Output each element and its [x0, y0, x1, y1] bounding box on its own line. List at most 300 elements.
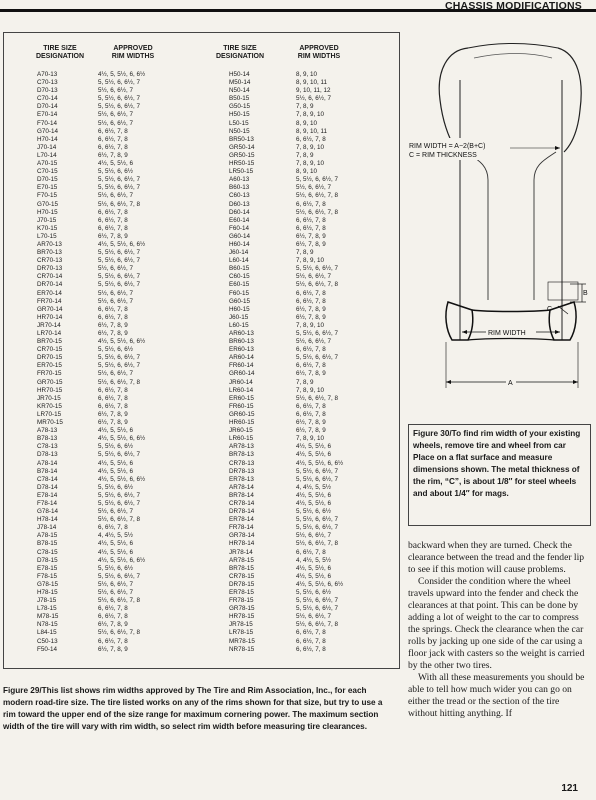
- tire-size-cell: J60-14: [229, 249, 249, 257]
- rim-width-cell: 5, 5½, 6, 6½, 7: [98, 184, 141, 192]
- rim-width-cell: 6½, 7, 8, 9: [98, 151, 128, 159]
- body-paragraph-3: With all these measurements you should be able to tell how much wider you can go on either the tread or the section of the tire without hitting anything. If: [408, 672, 585, 719]
- table-row: [200, 201, 400, 209]
- tire-size-cell: B50-15: [229, 95, 250, 103]
- table-row: [200, 330, 400, 338]
- tire-size-cell: AR60-14: [229, 354, 254, 362]
- rim-width-cell: 5½, 6, 6½, 7, 8: [296, 208, 339, 216]
- tire-size-cell: C70-13: [37, 79, 58, 87]
- table-row: [0, 152, 200, 160]
- rim-width-cell: 6, 6½, 7, 8: [296, 637, 326, 645]
- tire-size-cell: E60-15: [229, 281, 250, 289]
- tire-size-cell: A78-14: [37, 459, 58, 467]
- tire-size-cell: N50-14: [229, 87, 250, 95]
- tire-size-cell: GR60-14: [229, 370, 255, 378]
- rim-width-cell: 5½, 6, 6½, 7: [98, 589, 134, 596]
- tire-size-cell: BR78-15: [229, 564, 254, 572]
- tire-size-cell: L78-15: [37, 605, 57, 613]
- rim-width-cell: 4½, 5, 5½, 6: [296, 491, 332, 499]
- tire-size-cell: HR70-15: [37, 386, 63, 394]
- table-row: [0, 79, 200, 87]
- diagram-c-definition: C = RIM THICKNESS: [409, 152, 477, 159]
- table-row: [0, 597, 200, 605]
- tire-size-cell: GR70-14: [37, 305, 63, 313]
- table-row: [200, 419, 400, 427]
- table-row: [200, 387, 400, 395]
- tire-size-cell: J60-15: [229, 313, 249, 321]
- tire-size-cell: BR70-13: [37, 249, 62, 257]
- rim-width-cell: 4½, 5, 5½, 6: [296, 564, 332, 572]
- tire-size-cell: G60-14: [229, 232, 251, 240]
- rim-width-cell: 5, 5½, 6, 6½: [98, 564, 134, 572]
- tire-size-cell: M78-15: [37, 613, 59, 621]
- rim-width-cell: 5½, 6, 6½, 7, 8: [98, 200, 141, 208]
- table-row: [200, 395, 400, 403]
- tire-size-cell: HR78-15: [229, 613, 255, 621]
- table-row: [200, 217, 400, 225]
- rim-width-cell: 6, 6½, 7, 8: [296, 135, 326, 143]
- table-row: [0, 314, 200, 322]
- table-row: [200, 427, 400, 435]
- rim-width-cell: 4, 4½, 5, 5½: [296, 556, 332, 564]
- rim-width-cell: 5½, 6, 6½, 7: [98, 111, 134, 119]
- rim-width-cell: 7, 8, 9: [296, 151, 314, 159]
- tire-size-cell: A70-13: [37, 71, 58, 78]
- table-row: [200, 233, 400, 241]
- tire-size-cell: FR78-14: [229, 524, 254, 532]
- tire-size-cell: H78-14: [37, 516, 58, 524]
- tire-size-cell: B60-13: [229, 184, 250, 192]
- rim-width-cell: 5, 5½, 6, 6½, 7: [98, 95, 141, 103]
- rim-width-cell: 5½, 6, 6½, 7: [296, 613, 332, 621]
- tire-size-cell: DR70-15: [37, 354, 63, 362]
- rim-width-cell: 5½, 6, 6½, 7: [296, 184, 332, 192]
- rim-width-cell: 5, 5½, 6, 6½, 7: [296, 354, 339, 362]
- rim-width-cell: 8, 9, 10: [296, 71, 318, 78]
- tire-size-cell: JR60-15: [229, 427, 253, 435]
- tire-size-cell: C70-15: [37, 168, 58, 176]
- rim-width-cell: 6, 6½, 7, 8: [98, 224, 128, 232]
- tire-size-cell: L70-15: [37, 232, 57, 240]
- rim-width-cell: 7, 8, 9, 10: [296, 257, 325, 265]
- rim-width-cell: 5, 5½, 6, 6½, 7: [98, 249, 141, 257]
- rim-width-cell: 4½, 5, 5½, 6, 6½: [98, 240, 146, 248]
- rim-width-cell: 6½, 7, 8, 9: [296, 305, 326, 313]
- table-row: [0, 370, 200, 378]
- tire-size-cell: DR78-14: [229, 508, 255, 516]
- tire-size-cell: D70-14: [37, 103, 58, 111]
- rim-width-cell: 6½, 7, 8, 9: [98, 645, 128, 653]
- tire-size-cell: E70-14: [37, 111, 58, 119]
- rim-width-cell: 6½, 7, 8, 9: [296, 419, 326, 427]
- table-row: [0, 217, 200, 225]
- tire-size-cell: B78-15: [37, 540, 58, 548]
- tire-size-cell: FR70-15: [37, 370, 62, 378]
- table-row: [200, 120, 400, 128]
- rim-width-cell: 5, 5½, 6, 6½, 7: [98, 451, 141, 459]
- table-right-column: [200, 71, 400, 654]
- table-row: [0, 136, 200, 144]
- table-row: [200, 306, 400, 314]
- rim-width-cell: 5, 5½, 6, 6½, 7: [296, 467, 339, 475]
- tire-size-cell: BR60-13: [229, 338, 254, 346]
- tire-size-cell: N50-15: [229, 127, 250, 135]
- table-row: [200, 209, 400, 217]
- rim-width-cell: 5½, 6, 6½, 7: [98, 192, 134, 200]
- tire-size-cell: LR50-15: [229, 168, 254, 176]
- table-row: [0, 411, 200, 419]
- tire-size-cell: AR60-13: [229, 330, 254, 337]
- tire-size-cell: CR70-15: [37, 346, 63, 354]
- table-row: [0, 476, 200, 484]
- rim-width-cell: 9, 10, 11, 12: [296, 87, 331, 95]
- rim-width-cell: 6, 6½, 7, 8: [296, 297, 326, 305]
- tire-size-cell: DR70-14: [37, 281, 63, 289]
- tire-size-cell: HR78-14: [229, 540, 255, 548]
- table-row: [0, 540, 200, 548]
- tire-size-cell: G70-15: [37, 200, 59, 208]
- rim-width-cell: 4½, 5, 5½, 6: [296, 572, 332, 580]
- rim-width-cell: 7, 8, 9, 10: [296, 111, 325, 119]
- tire-size-cell: J70-14: [37, 143, 57, 151]
- tire-size-cell: F78-15: [37, 572, 57, 580]
- rim-width-cell: 4, 4½, 5, 5½: [296, 483, 332, 491]
- tire-size-cell: E60-14: [229, 216, 250, 224]
- table-row: [200, 241, 400, 249]
- rim-width-cell: 4½, 5, 5½, 6: [296, 451, 332, 459]
- rim-width-cell: 7, 8, 9, 10: [296, 321, 325, 329]
- table-row: [0, 168, 200, 176]
- rim-width-cell: 5, 5½, 6, 6½, 7: [296, 524, 339, 532]
- tire-size-cell: ER70-15: [37, 362, 62, 370]
- rim-width-cell: 5½, 6, 6½, 7: [98, 370, 134, 378]
- table-row: [0, 306, 200, 314]
- table-row: [200, 565, 400, 573]
- tire-size-cell: A78-13: [37, 427, 58, 435]
- figure-29-caption: Figure 29/This list shows rim widths approved by The Tire and Rim Association, Inc., for each modern road-tire size. The tire listed works on any of the rims shown for that size, but try to use a rim toward the upper end of the size range for maximum cornering power. The maximum section width of the tire will vary with rim width, so select rim width before measuring tire clearances.: [3, 686, 383, 731]
- tire-size-cell: N78-15: [37, 621, 58, 629]
- table-row: [0, 451, 200, 459]
- rim-width-cell: 6, 6½, 7, 8: [98, 524, 128, 532]
- table-left-column: [0, 71, 200, 654]
- tire-size-cell: NR78-15: [229, 645, 255, 653]
- tire-size-cell: M50-14: [229, 79, 251, 87]
- rim-width-cell: 5½, 6, 6½, 7: [98, 297, 134, 305]
- table-row: [200, 314, 400, 322]
- rim-width-cell: 5, 5½, 6, 6½, 7: [98, 176, 141, 184]
- rim-width-cell: 5, 5½, 6, 6½, 7: [98, 257, 141, 265]
- tire-size-cell: K70-15: [37, 224, 58, 232]
- table-row: [200, 557, 400, 565]
- tire-size-cell: F70-15: [37, 192, 57, 200]
- tire-size-cell: J78-14: [37, 524, 57, 532]
- tire-size-cell: D70-15: [37, 176, 58, 184]
- tire-size-cell: D78-15: [37, 556, 58, 564]
- rim-width-cell: 5, 5½, 6, 6½, 7: [98, 281, 141, 289]
- rim-width-cell: 4½, 5, 5½, 6: [98, 427, 134, 435]
- rim-width-cell: 6, 6½, 7, 8: [296, 346, 326, 354]
- tire-size-cell: JR70-15: [37, 394, 61, 402]
- rim-width-cell: 4½, 5, 5½, 6: [296, 499, 332, 507]
- table-row: [0, 233, 200, 241]
- tire-size-cell: H70-15: [37, 208, 58, 216]
- table-row: [200, 128, 400, 136]
- rim-width-cell: 6, 6½, 7, 8: [296, 216, 326, 224]
- table-row: [200, 168, 400, 176]
- tire-size-cell: H70-14: [37, 135, 58, 143]
- rim-width-cell: 5, 5½, 6, 6½, 7: [296, 176, 339, 184]
- rim-width-cell: 6, 6½, 7, 8: [98, 613, 128, 621]
- tire-size-cell: ER70-14: [37, 289, 62, 297]
- tire-size-cell: ER60-15: [229, 394, 254, 402]
- rim-width-cell: 5½, 6, 6½, 7: [98, 265, 134, 273]
- running-header: CHASSIS MODIFICATIONS: [444, 0, 582, 12]
- rim-width-cell: 6½, 7, 8, 9: [98, 410, 128, 418]
- rim-width-cell: 4½, 5, 5½, 6: [296, 443, 332, 451]
- table-row: [0, 419, 200, 427]
- tire-size-cell: BR78-14: [229, 491, 254, 499]
- rim-width-cell: 6, 6½, 7, 8: [98, 208, 128, 216]
- rim-width-cell: 5½, 6, 6½, 7: [296, 95, 332, 103]
- table-row: [0, 387, 200, 395]
- table-row: [0, 468, 200, 476]
- tire-size-cell: JR60-14: [229, 378, 253, 386]
- rim-width-cell: 5, 5½, 6, 6½, 7: [296, 597, 339, 605]
- table-row: [200, 451, 400, 459]
- rim-width-cell: 5½, 6, 6½, 7: [98, 119, 134, 127]
- rim-width-cell: 6½, 7, 8, 9: [98, 621, 128, 629]
- tire-size-cell: MR78-15: [229, 637, 255, 645]
- table-row: [200, 79, 400, 87]
- tire-size-cell: F78-14: [37, 499, 57, 507]
- rim-width-cell: 4½, 5, 5½, 6: [98, 459, 134, 467]
- tire-size-cell: B78-13: [37, 435, 58, 443]
- table-row: [200, 379, 400, 387]
- tire-size-cell: BR78-13: [229, 451, 254, 459]
- tire-size-cell: D60-13: [229, 200, 250, 208]
- rim-width-cell: 6, 6½, 7, 8: [296, 362, 326, 370]
- tire-size-cell: BR70-15: [37, 338, 62, 346]
- table-row: [0, 160, 200, 168]
- tire-size-cell: KR70-15: [37, 402, 62, 410]
- rim-width-cell: 6, 6½, 7, 8: [296, 224, 326, 232]
- table-row: [0, 427, 200, 435]
- rim-width-cell: 6½, 7, 8, 9: [296, 370, 326, 378]
- tire-size-cell: D70-13: [37, 87, 58, 95]
- tire-size-cell: GR50-15: [229, 151, 255, 159]
- rim-width-cell: 6, 6½, 7, 8: [98, 313, 128, 321]
- tire-size-cell: CR70-13: [37, 257, 63, 265]
- table-row: [200, 460, 400, 468]
- tire-size-cell: E78-15: [37, 564, 58, 572]
- rim-width-cell: 5, 5½, 6, 6½, 7: [296, 605, 339, 613]
- rim-width-cell: 4½, 5, 5½, 6: [98, 467, 134, 475]
- table-row: [200, 411, 400, 419]
- tire-size-cell: LR60-14: [229, 386, 254, 394]
- tire-size-cell: A70-15: [37, 160, 58, 168]
- tire-size-cell: H60-14: [229, 240, 250, 248]
- tire-size-cell: H50-14: [229, 71, 250, 78]
- table-row: [0, 557, 200, 565]
- rim-width-cell: 5, 5½, 6, 6½, 7: [98, 354, 141, 362]
- tire-size-cell: CR78-14: [229, 499, 255, 507]
- tire-size-cell: E70-15: [37, 184, 58, 192]
- rim-width-cell: 7, 8, 9: [296, 103, 314, 111]
- table-row: [200, 152, 400, 160]
- tire-size-cell: G78-14: [37, 508, 59, 516]
- rim-width-cell: 6½, 7, 8, 9: [98, 419, 128, 427]
- tire-size-cell: F60-15: [229, 289, 249, 297]
- table-row: [200, 500, 400, 508]
- tire-size-cell: CR78-13: [229, 459, 255, 467]
- tire-size-cell: A78-15: [37, 532, 58, 540]
- rim-width-cell: 5, 5½, 6, 6½, 7: [98, 572, 141, 580]
- tire-size-cell: AR78-14: [229, 483, 254, 491]
- figure-30-caption: Figure 30/To find rim width of your existing wheels, remove tire and wheel from car Place on a flat surface and measure dimensions shown. The metal thickness of the rim, “C”, is about 1/8″ for steel wheels and about 1/4″ for mags.: [408, 424, 591, 526]
- rim-width-cell: 6½, 7, 8, 9: [296, 427, 326, 435]
- tire-size-cell: B60-15: [229, 265, 250, 273]
- tire-size-cell: DR70-13: [37, 265, 63, 273]
- body-text: [408, 540, 591, 720]
- rim-width-cell: 5½, 6, 6½, 7: [296, 532, 332, 540]
- rim-width-cell: 6, 6½, 7, 8: [98, 135, 128, 143]
- rim-width-cell: 5, 5½, 6, 6½, 7: [296, 330, 339, 337]
- body-paragraph-2: Consider the condition where the wheel travels upward into the fender and check the clearances at that point. This can be done by adding a lot of weight to the car to compress the springs. Check the clearance when the car rolls by jacking up one side of the car using a floor jack with casters so the weight is carried by the other two tires.: [408, 576, 585, 671]
- table-row: [0, 484, 200, 492]
- rim-width-cell: 4½, 5, 5½, 6: [98, 548, 134, 556]
- rim-width-cell: 5½, 6, 6½, 7: [98, 289, 134, 297]
- rim-width-cell: 5, 5½, 6, 6½, 7: [98, 499, 141, 507]
- tire-size-cell: ER60-13: [229, 346, 254, 354]
- table-row: [200, 581, 400, 589]
- table-row: [0, 120, 200, 128]
- col-header-rim-widths-left: APPROVED RIM WIDTHS: [111, 45, 155, 60]
- rim-width-cell: 5, 5½, 6, 6½, 7: [98, 491, 141, 499]
- table-row: [0, 128, 200, 136]
- table-row: [0, 298, 200, 306]
- rim-width-cell: 5½, 6, 6½, 7, 8: [98, 629, 141, 637]
- tire-size-cell: H78-15: [37, 589, 58, 596]
- tire-size-cell: C70-14: [37, 95, 58, 103]
- tire-size-cell: J78-15: [37, 597, 57, 605]
- tire-size-cell: C78-14: [37, 475, 58, 483]
- table-row: [0, 629, 200, 637]
- table-row: [0, 281, 200, 289]
- tire-size-cell: H60-15: [229, 305, 250, 313]
- table-row: [0, 330, 200, 338]
- table-row: [200, 298, 400, 306]
- tire-size-cell: D60-14: [229, 208, 250, 216]
- tire-size-cell: LR60-15: [229, 435, 254, 443]
- table-row: [200, 476, 400, 484]
- rim-width-cell: 5, 5½, 6, 6½, 7: [296, 516, 339, 524]
- page-number: 121: [561, 783, 578, 794]
- table-row: [0, 638, 200, 646]
- table-row: [200, 192, 400, 200]
- tire-size-cell: FR78-15: [229, 597, 254, 605]
- rim-width-cell: 5, 5½, 6, 6½: [98, 443, 134, 451]
- table-row: [200, 492, 400, 500]
- tire-size-cell: ER78-14: [229, 516, 254, 524]
- table-row: [0, 225, 200, 233]
- tire-size-cell: GR70-15: [37, 378, 63, 386]
- col-header-tire-size-right: TIRE SIZE DESIGNATION: [215, 45, 265, 60]
- rim-width-cell: 8, 9, 10: [296, 168, 318, 176]
- table-row: [200, 111, 400, 119]
- table-row: [0, 192, 200, 200]
- rim-width-cell: 5½, 6, 6½, 7, 8: [296, 394, 339, 402]
- table-row: [200, 638, 400, 646]
- tire-size-cell: C78-13: [37, 443, 58, 451]
- tire-size-cell: DR78-13: [229, 467, 255, 475]
- rim-width-cell: 5½, 6, 6½, 7: [98, 580, 134, 588]
- table-row: [200, 589, 400, 597]
- tire-size-cell: C60-13: [229, 192, 250, 200]
- tire-size-cell: L60-15: [229, 321, 249, 329]
- tire-size-cell: F70-14: [37, 119, 57, 127]
- rim-width-cell: 5, 5½, 6, 6½, 7: [98, 79, 141, 87]
- rim-width-cell: 6, 6½, 7, 8: [98, 386, 128, 394]
- tire-size-cell: G78-15: [37, 580, 59, 588]
- rim-width-cell: 4½, 5, 5½, 6, 6½: [98, 71, 146, 78]
- tire-size-cell: D78-14: [37, 483, 58, 491]
- tire-size-cell: BR50-13: [229, 135, 254, 143]
- tire-size-cell: MR70-15: [37, 419, 63, 427]
- table-row: [200, 95, 400, 103]
- table-row: [200, 540, 400, 548]
- rim-width-cell: 4, 4½, 5, 5½: [98, 532, 134, 540]
- tire-size-cell: A60-13: [229, 176, 250, 184]
- tire-size-cell: F60-14: [229, 224, 249, 232]
- col-header-rim-widths-right: APPROVED RIM WIDTHS: [297, 45, 341, 60]
- table-row: [200, 597, 400, 605]
- rim-width-cell: 5½, 6, 6½, 7: [296, 338, 332, 346]
- tire-size-cell: FR70-14: [37, 297, 62, 305]
- table-row: [200, 136, 400, 144]
- rim-width-cell: 4½, 5, 5½, 6, 6½: [296, 580, 344, 588]
- rim-width-cell: 5½, 6, 6½, 7, 8: [296, 281, 339, 289]
- rim-width-cell: 5½, 6, 6½, 7, 8: [98, 597, 141, 605]
- rim-width-cell: 5½, 6, 6½, 7, 8: [296, 192, 339, 200]
- tire-size-cell: G70-14: [37, 127, 59, 135]
- table-row: [200, 71, 400, 79]
- tire-size-cell: J70-15: [37, 216, 57, 224]
- table-row: [0, 290, 200, 298]
- diagram-a-label: A: [508, 380, 513, 387]
- rim-width-cell: 6, 6½, 7, 8: [296, 645, 326, 653]
- tire-size-cell: CR70-14: [37, 273, 63, 281]
- tire-size-cell: ER78-15: [229, 589, 254, 596]
- rim-width-cell: 7, 8, 9, 10: [296, 160, 325, 168]
- table-row: [200, 549, 400, 557]
- tire-size-cell: AR70-13: [37, 240, 62, 248]
- rim-width-cell: 6, 6½, 7, 8: [98, 394, 128, 402]
- table-row: [0, 111, 200, 119]
- rim-width-cell: 5½, 6, 6½, 7, 8: [98, 516, 141, 524]
- tire-size-cell: B78-14: [37, 467, 58, 475]
- rim-width-cell: 8, 9, 10, 11: [296, 127, 328, 135]
- tire-size-cell: GR60-15: [229, 410, 255, 418]
- tire-size-cell: GR78-15: [229, 605, 255, 613]
- rim-width-cell: 6, 6½, 7, 8: [98, 127, 128, 135]
- rim-width-cell: 6, 6½, 7, 8: [296, 629, 326, 637]
- tire-size-cell: CR78-15: [229, 572, 255, 580]
- tire-size-cell: FR60-14: [229, 362, 254, 370]
- rim-width-cell: 6, 6½, 7, 8: [296, 289, 326, 297]
- table-row: [200, 573, 400, 581]
- tire-size-cell: GR78-14: [229, 532, 255, 540]
- tire-size-cell: LR70-14: [37, 330, 62, 337]
